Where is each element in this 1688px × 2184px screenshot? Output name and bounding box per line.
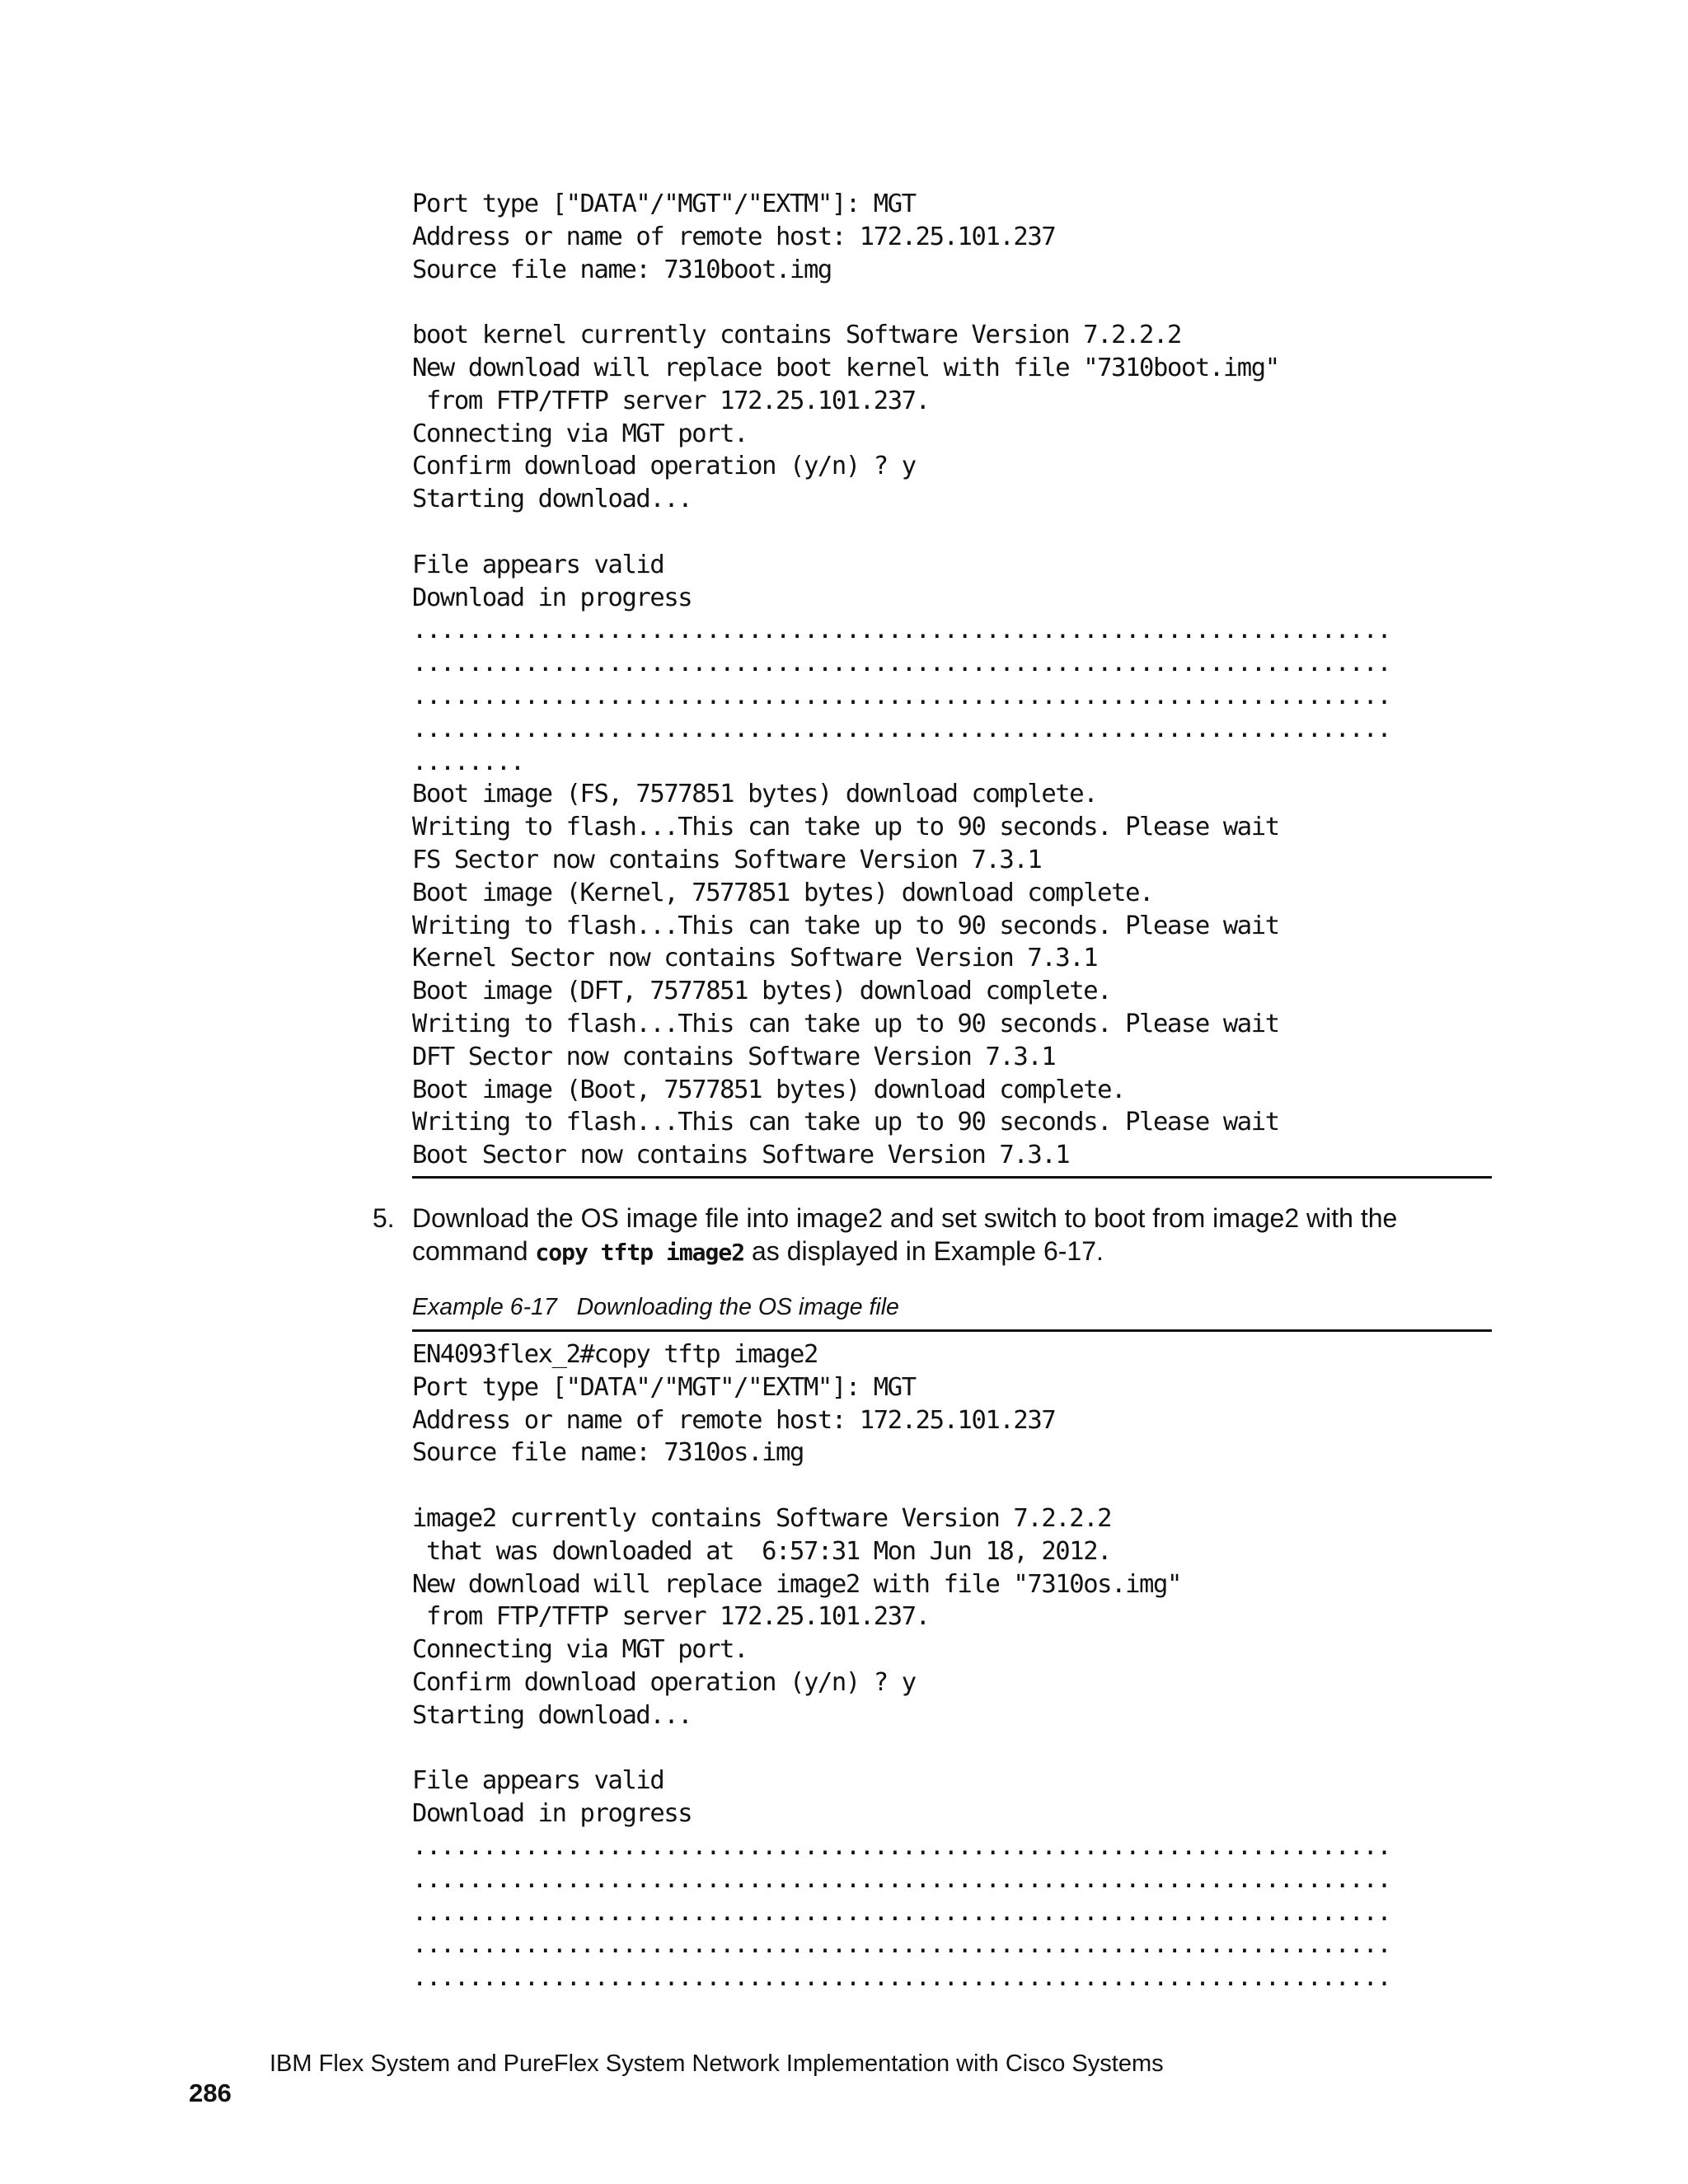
page-number: 286: [189, 2079, 232, 2107]
step-number: 5.: [373, 1203, 395, 1233]
page-footer: [176, 2049, 1164, 2139]
inline-command: copy tftp image2: [535, 1239, 745, 1266]
book-title: IBM Flex System and PureFlex System Network Implementation with Cisco Systems: [270, 2050, 1164, 2077]
step-text-before: Download the OS image file into image2 and set switch to boot from image2 with the command: [412, 1203, 1398, 1266]
step-text-after: as displayed in Example 6-17.: [744, 1236, 1104, 1266]
code-example-os-download: EN4093flex_2#copy tftp image2 Port type ["DATA"/"MGT"/"EXTM"]: MGT Address or name of remote host: 172.25.101.237 Source file name: 7310os.img image2 currently contains Software Version 7.2.2.2 that was downloaded at 6:57:31 Mon Jun 18, 2012. New download will replace image2 with file "7310os.img" from FTP/TFTP server 172.25.101.237. Connecting via MGT port. Confirm download operation (y/n) ? y Starting download... File appears valid Download in progress ...................................................................... ...................................................................... ...................................................................... ...................................................................... ......................................................................: [412, 1340, 1391, 1993]
code-example-boot-download: Port type ["DATA"/"MGT"/"EXTM"]: MGT Address or name of remote host: 172.25.101.237 Source file name: 7310boot.img boot kernel currently contains Software Version 7.2.2.2 New download will replace boot kernel with file "7310boot.img" from FTP/TFTP server 172.25.101.237. Connecting via MGT port. Confirm download operation (y/n) ? y Starting download... File appears valid Download in progress ...................................................................... ...................................................................... ...................................................................... ...................................................................... ........ Boot image (FS, 7577851 bytes) download complete. Writing to flash...This can take up to 90 seconds. Please wait FS Sector now contains Software Version 7.3.1 Boot image (Kernel, 7577851 bytes) download complete. Writing to flash...This can take up to 90 seconds. Please wait Kernel Sector now contains Software Version 7.3.1 Boot image (DFT, 7577851 bytes) download complete. Writing to flash...This can take up to 90 seconds. Please wait DFT Sector now contains Software Version 7.3.1 Boot image (Boot, 7577851 bytes) download complete. Writing to flash...This can take up to 90 seconds. Please wait Boot Sector now contains Software Version 7.3.1: [412, 190, 1391, 1170]
step-text: [412, 1202, 1492, 1269]
example-caption: Example 6-17 Downloading the OS image file: [412, 1294, 899, 1320]
example-start-rule: [412, 1329, 1492, 1332]
example-end-rule: [412, 1176, 1492, 1179]
